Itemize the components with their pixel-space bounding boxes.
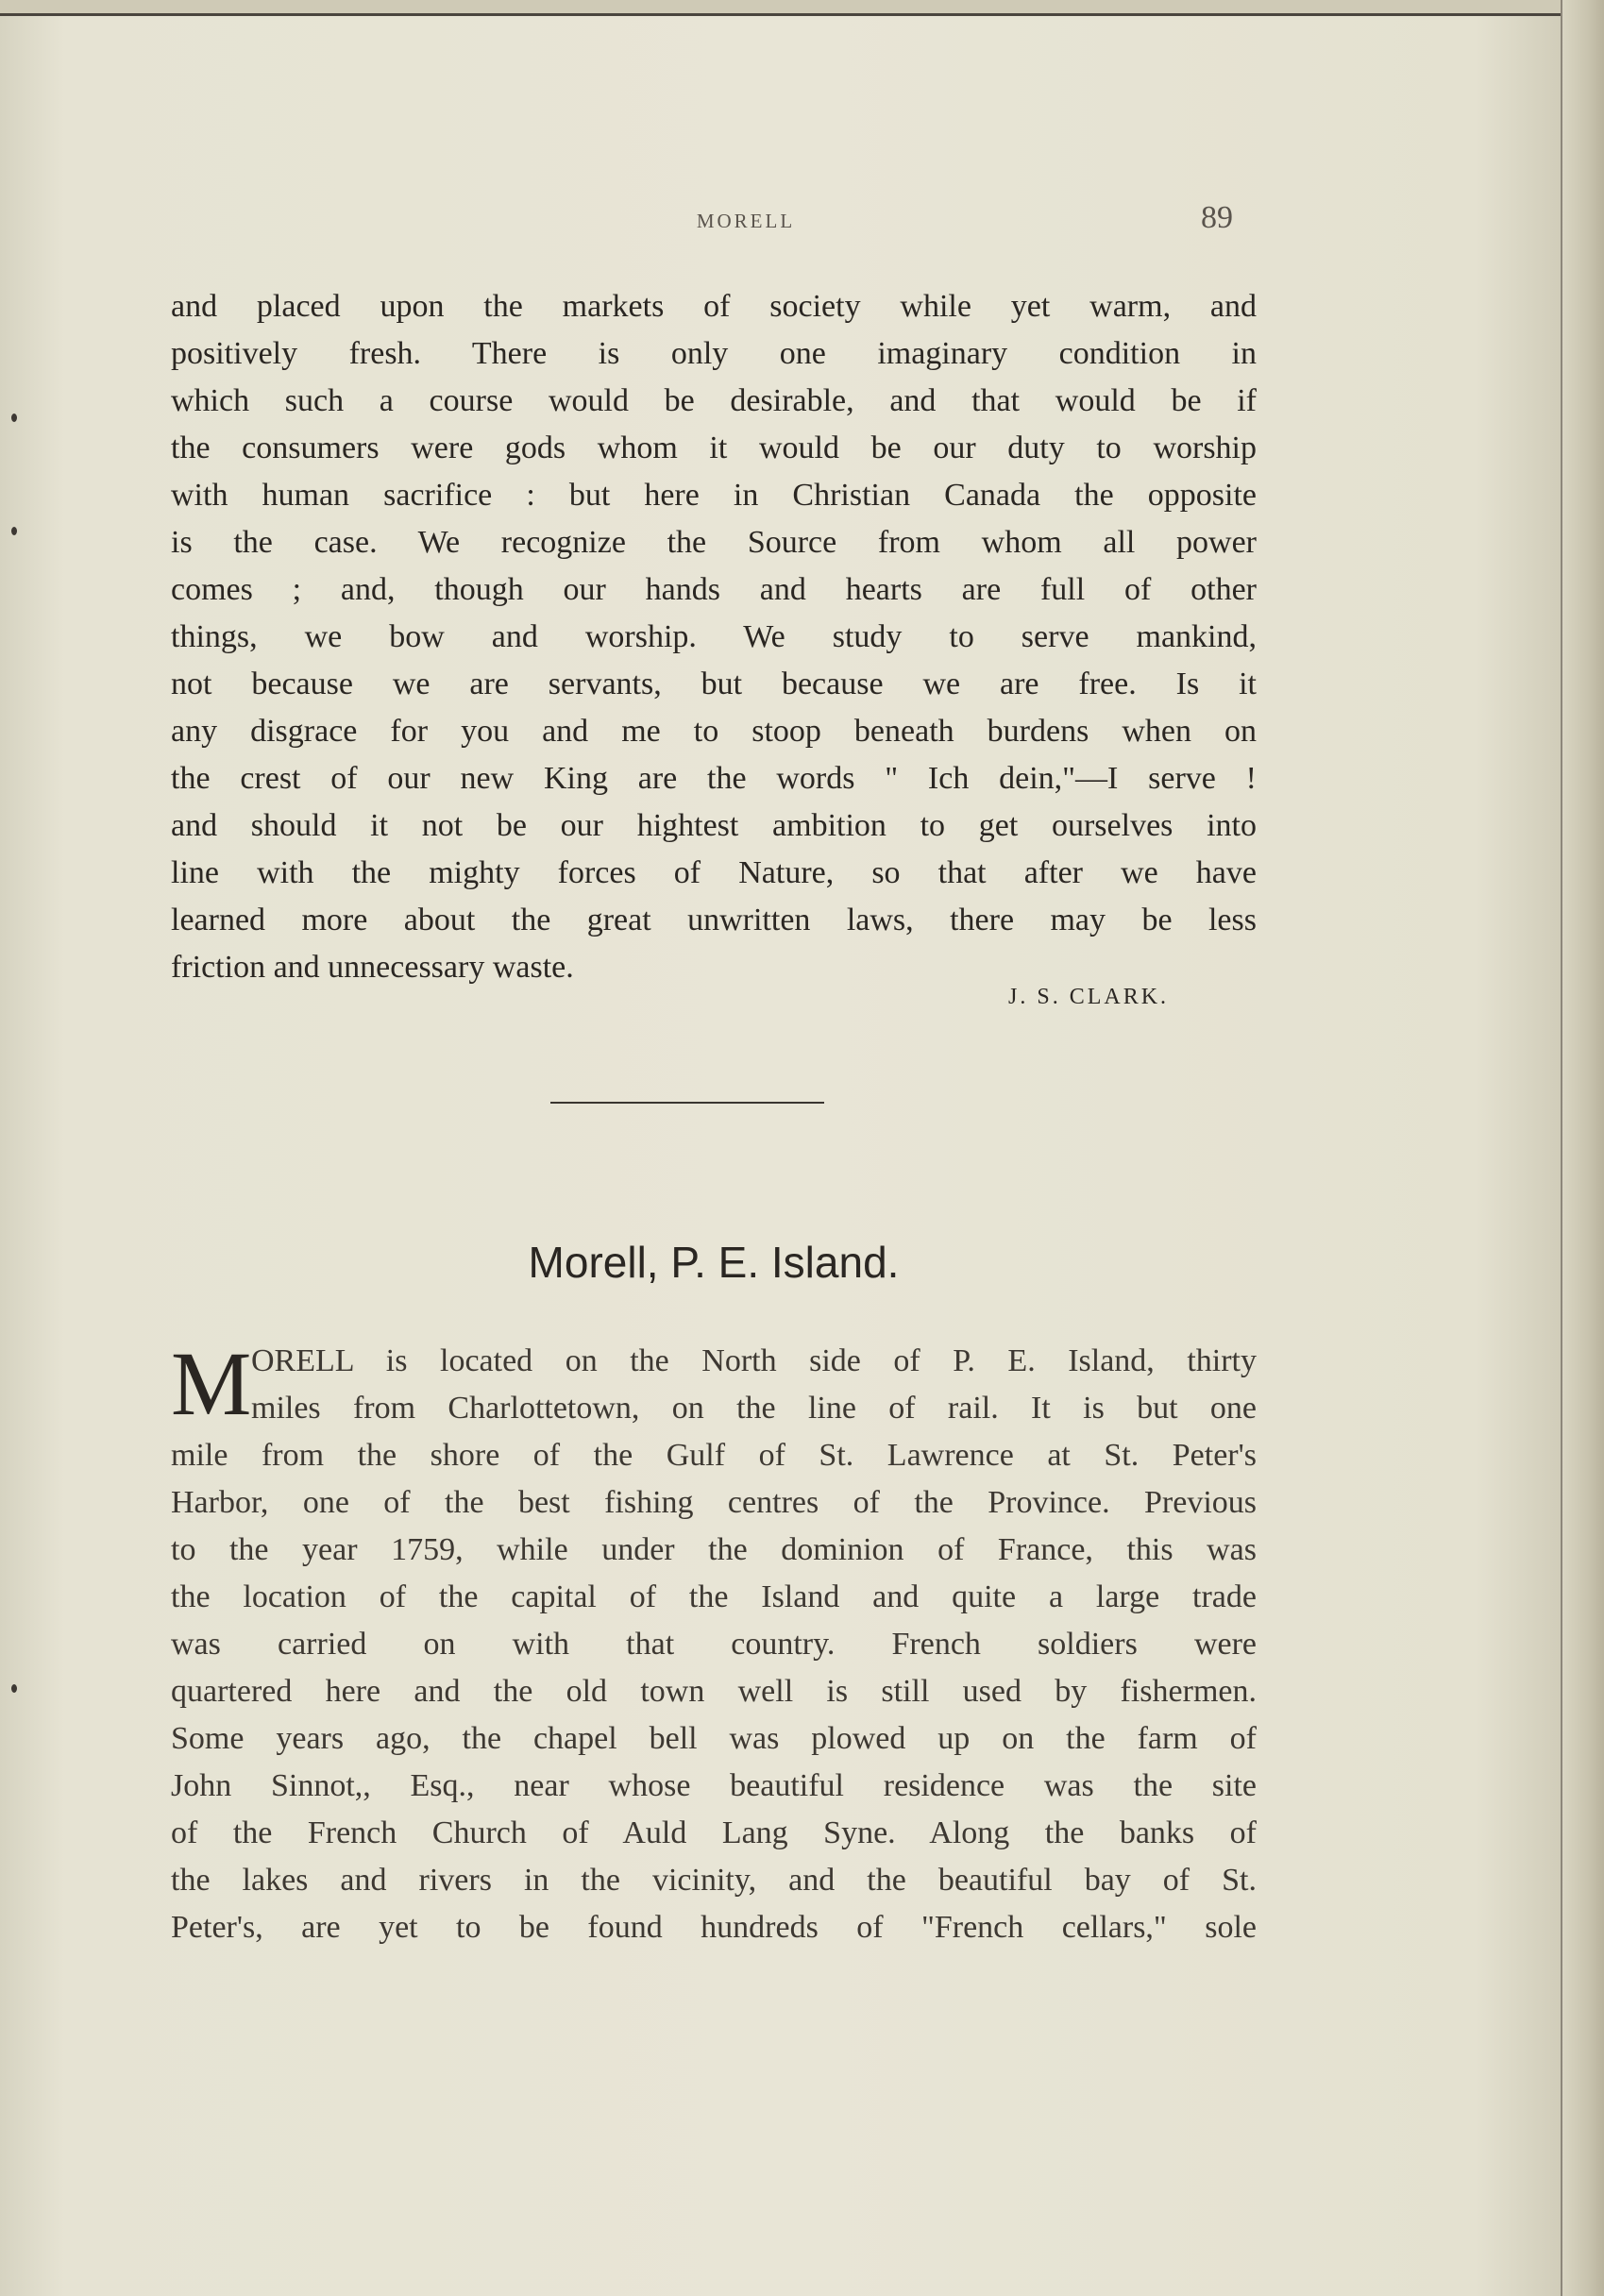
text-line: with human sacrifice : but here in Christian Canada the opposite — [171, 478, 1257, 513]
top-page-shadow — [0, 0, 1604, 13]
text-line: friction and unnecessary waste. — [171, 950, 574, 985]
text-line: the crest of our new King are the words " Ich dein,"—I serve ! — [171, 761, 1257, 796]
text-line: the lakes and rivers in the vicinity, and the beautiful bay of St. — [171, 1863, 1257, 1898]
text-line: the location of the capital of the Island and quite a large trade — [171, 1579, 1257, 1614]
running-head: MORELL — [696, 210, 796, 232]
text-line: quartered here and the old town well is still used by fishermen. — [171, 1674, 1257, 1709]
text-line: positively fresh. There is only one imaginary condition in — [171, 336, 1257, 371]
article-2-paragraph — [171, 1333, 1257, 1951]
text-line: not because we are servants, but because we are free. Is it — [171, 667, 1257, 701]
text-line: miles from Charlottetown, on the line of rail. It is but one — [251, 1391, 1257, 1426]
text-line: John Sinnot,, Esq., near whose beautiful residence was the site — [171, 1768, 1257, 1803]
text-line: learned more about the great unwritten laws, there may be less — [171, 903, 1257, 937]
text-line: and placed upon the markets of society while yet warm, and — [171, 289, 1257, 324]
text-line: things, we bow and worship. We study to serve mankind, — [171, 619, 1257, 654]
text-line: of the French Church of Auld Lang Syne. Along the banks of — [171, 1815, 1257, 1850]
text-line: which such a course would be desirable, and that would be if — [171, 383, 1257, 418]
page-number: 89 — [1201, 200, 1233, 235]
margin-speck — [11, 1684, 17, 1693]
text-line: was carried on with that country. French soldiers were — [171, 1627, 1257, 1662]
text-line: mile from the shore of the Gulf of St. Lawrence at St. Peter's — [171, 1438, 1257, 1473]
text-line: line with the mighty forces of Nature, so that after we have — [171, 855, 1257, 890]
text-line: and should it not be our hightest ambition to get ourselves into — [171, 808, 1257, 843]
text-line: is the case. We recognize the Source from whom all power — [171, 525, 1257, 560]
text-line: Harbor, one of the best fishing centres of the Province. Previous — [171, 1485, 1257, 1520]
top-edge-rule — [0, 13, 1604, 16]
article-1-paragraph — [171, 283, 1257, 991]
text-line: to the year 1759, while under the dominion of France, this was — [171, 1532, 1257, 1567]
drop-cap: M — [171, 1333, 252, 1434]
text-line: ORELL is located on the North side of P. E. Island, thirty — [251, 1343, 1257, 1378]
text-line: the consumers were gods whom it would be our duty to worship — [171, 430, 1257, 465]
margin-speck — [11, 414, 17, 422]
text-line: comes ; and, though our hands and hearts are full of other — [171, 572, 1257, 607]
author-signature: J. S. CLARK. — [1008, 985, 1170, 1009]
section-divider — [550, 1102, 824, 1104]
page-gutter-edge — [1561, 0, 1604, 2296]
margin-speck — [11, 527, 17, 535]
text-line: Peter's, are yet to be found hundreds of "French cellars," sole — [171, 1910, 1257, 1945]
text-line: Some years ago, the chapel bell was plowed up on the farm of — [171, 1721, 1257, 1756]
text-line: any disgrace for you and me to stoop beneath burdens when on — [171, 714, 1257, 749]
article-title: Morell, P. E. Island. — [528, 1238, 900, 1287]
